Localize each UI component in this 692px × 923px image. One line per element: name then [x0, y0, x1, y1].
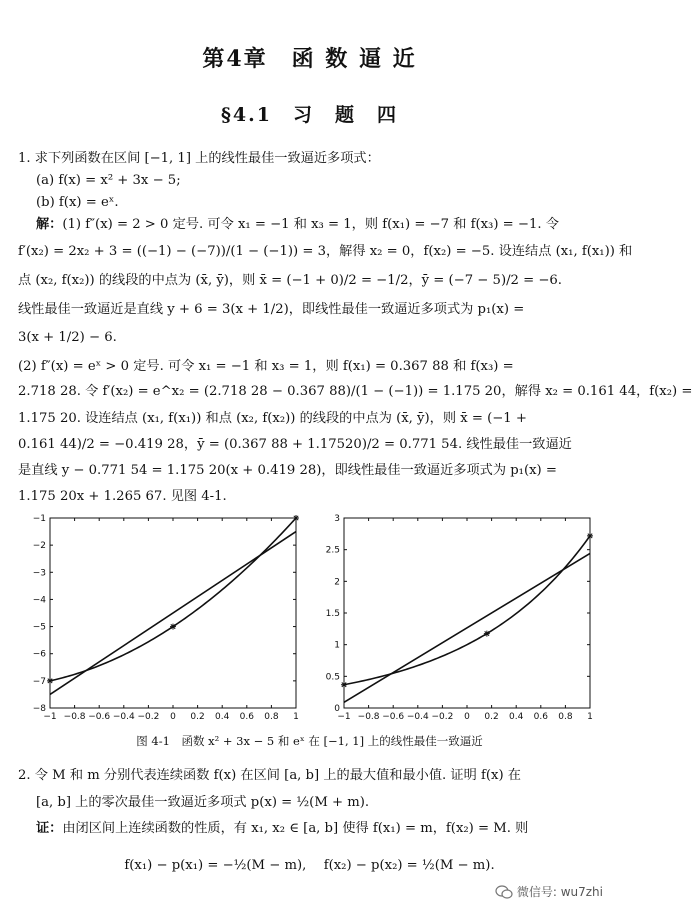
y-tick-label: −1	[32, 514, 46, 524]
solution-line-9: 0.161 44)/2 = −0.419 28，ȳ = (0.367 88 + 1.17520)/2 = 0.771 54. 线性最佳一致逼近	[18, 437, 572, 452]
series-curve	[50, 518, 296, 681]
problem2-equation: f(x₁) − p(x₁) = −½(M − m), f(x₂) − p(x₂) = ½(M − m).	[124, 858, 495, 873]
solution-line-6: (2) f″(x) = eˣ > 0 定号. 可令 x₁ = −1 和 x₃ = 1，则 f(x₁) = 0.367 88 和 f(x₃) =	[18, 359, 514, 374]
x-tick-label: −0.6	[88, 712, 111, 722]
marked-point	[170, 624, 176, 630]
problem1-statement: 1. 求下列函数在区间 [−1, 1] 上的线性最佳一致逼近多项式：	[18, 151, 380, 166]
x-tick-label: 0.8	[558, 712, 573, 722]
y-tick-label: 0.5	[325, 672, 340, 683]
x-tick-label: −0.4	[112, 712, 135, 722]
solution-label: 解：	[36, 217, 63, 232]
problem1-part-a: (a) f(x) = x² + 3x − 5;	[36, 173, 181, 188]
y-tick-label: −3	[32, 568, 46, 579]
solution-line-4: 线性最佳一致逼近是直线 y + 6 = 3(x + 1/2)，即线性最佳一致逼近多项式为 p₁(x) =	[18, 302, 525, 317]
y-tick-label: 3	[334, 514, 340, 524]
chart-exponential	[314, 512, 599, 730]
solution-line-3: 点 (x₂, f(x₂)) 的线段的中点为 (x̄, ȳ)，则 x̄ = (−1 + 0)/2 = −1/2，ȳ = (−7 − 5)/2 = −6.	[18, 273, 562, 288]
y-tick-label: 1	[334, 640, 340, 651]
solution-line-2: f′(x₂) = 2x₂ + 3 = ((−1) − (−7))/(1 − (−1)) = 3，解得 x₂ = 0，f(x₂) = −5. 设连结点 (x₁, f(x₁)) 和	[18, 244, 633, 259]
marked-point	[587, 533, 593, 539]
chapter-title: 第4章 函 数 逼 近	[202, 46, 417, 72]
watermark-text: 微信号: wu7zhi	[516, 885, 603, 899]
y-tick-label: 2.5	[325, 545, 340, 556]
x-tick-label: −0.2	[137, 712, 160, 722]
x-tick-label: 1	[587, 712, 593, 722]
y-tick-label: −4	[32, 595, 46, 606]
x-tick-label: 0	[464, 712, 470, 722]
x-tick-label: −0.4	[406, 712, 429, 722]
x-tick-label: −0.8	[63, 712, 86, 722]
x-tick-label: −0.8	[357, 712, 380, 722]
x-tick-label: −0.6	[382, 712, 405, 722]
x-tick-label: 0.2	[190, 712, 205, 722]
y-tick-label: −8	[32, 704, 46, 714]
x-tick-label: 0.4	[215, 712, 230, 722]
x-tick-label: −1	[43, 712, 57, 722]
marked-point	[293, 515, 299, 521]
watermark	[495, 883, 603, 900]
x-tick-label: 0.6	[239, 712, 254, 722]
solution-line-10: 是直线 y − 0.771 54 = 1.175 20(x + 0.419 28)，即线性最佳一致逼近多项式为 p₁(x) =	[18, 463, 557, 478]
series-approx-line	[344, 553, 590, 702]
section-title: §4.1 习 题 四	[221, 104, 398, 126]
y-tick-label: −7	[32, 676, 46, 687]
x-tick-label: −1	[337, 712, 351, 722]
problem1-part-b: (b) f(x) = eˣ.	[36, 195, 119, 210]
wechat-icon	[495, 884, 513, 900]
marked-point	[484, 631, 490, 637]
proof-label: 证：	[36, 821, 63, 836]
chart-quadratic	[20, 512, 305, 730]
solution-line-8: 1.175 20. 设连结点 (x₁, f(x₁)) 和点 (x₂, f(x₂)) 的线段的中点为 (x̄, ȳ)，则 x̄ = (−1 +	[18, 411, 527, 426]
solution-line-11: 1.175 20x + 1.265 67. 见图 4-1.	[18, 489, 227, 504]
solution-line-5: 3(x + 1/2) − 6.	[18, 330, 117, 345]
x-tick-label: 0.2	[484, 712, 499, 722]
problem2-line-1: 2. 令 M 和 m 分别代表连续函数 f(x) 在区间 [a, b] 上的最大值和最小值. 证明 f(x) 在	[18, 768, 521, 783]
y-tick-label: −2	[32, 541, 46, 552]
x-tick-label: 0.4	[509, 712, 524, 722]
y-tick-label: 2	[334, 577, 340, 588]
marked-point	[47, 678, 53, 684]
problem2-line-2: [a, b] 上的零次最佳一致逼近多项式 p(x) = ½(M + m).	[36, 795, 370, 810]
y-tick-label: −5	[32, 622, 46, 633]
figure-caption: 图 4-1 函数 x² + 3x − 5 和 eˣ 在 [−1, 1] 上的线性最佳一致逼近	[136, 734, 483, 748]
y-tick-label: 0	[334, 704, 340, 714]
proof-line: 证：由闭区间上连续函数的性质，有 x₁, x₂ ∈ [a, b] 使得 f(x₁) = m，f(x₂) = M. 则	[36, 821, 529, 836]
marked-point	[341, 682, 347, 688]
series-curve	[344, 536, 590, 685]
solution-line-1: 解：(1) f″(x) = 2 > 0 定号. 可令 x₁ = −1 和 x₃ = 1，则 f(x₁) = −7 和 f(x₃) = −1. 令	[36, 217, 559, 232]
series-approx-line	[50, 532, 296, 695]
x-tick-label: 1	[293, 712, 299, 722]
x-tick-label: 0	[170, 712, 176, 722]
x-tick-label: 0.6	[533, 712, 548, 722]
y-tick-label: −6	[32, 649, 46, 660]
x-tick-label: −0.2	[431, 712, 454, 722]
x-tick-label: 0.8	[264, 712, 279, 722]
solution-line-7: 2.718 28. 令 f′(x₂) = e^x₂ = (2.718 28 − 0.367 88)/(1 − (−1)) = 1.175 20，解得 x₂ = 0.161 44，f(x₂) =	[18, 384, 692, 399]
y-tick-label: 1.5	[325, 609, 340, 619]
